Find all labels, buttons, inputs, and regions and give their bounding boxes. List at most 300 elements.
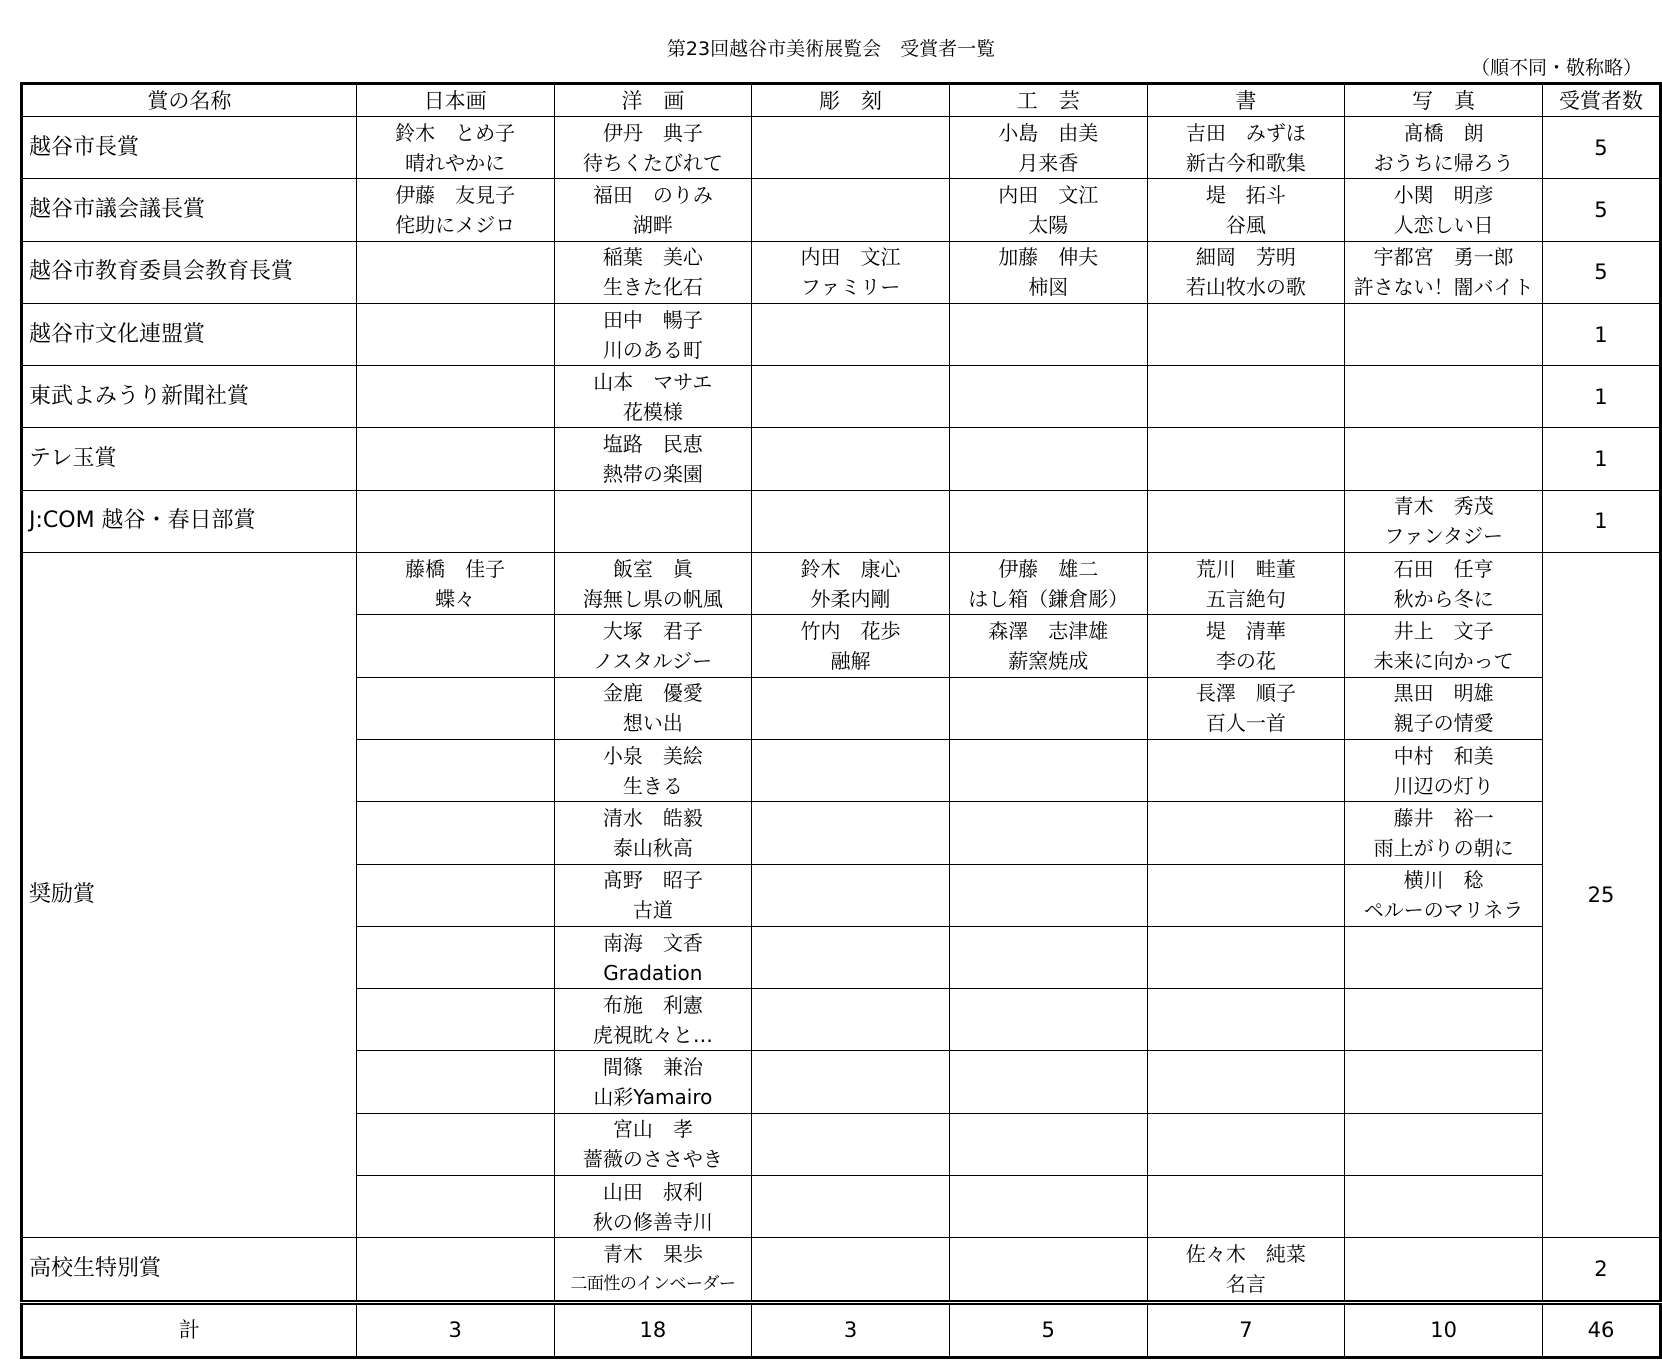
entry-cell (1345, 1051, 1543, 1113)
award-name: 東武よみうり新聞社賞 (22, 366, 357, 428)
work-title: 五言絶句 (1205, 586, 1286, 611)
entry-cell (1147, 553, 1345, 615)
entry-cell (949, 1113, 1147, 1175)
entry-cell (1147, 1176, 1345, 1238)
column-header: 写 真 (1345, 84, 1543, 117)
entry-cell (356, 739, 554, 801)
entry-cell (356, 241, 554, 303)
work-title: 侘助にメジロ (395, 212, 516, 237)
total-value: 3 (752, 1302, 950, 1357)
entry-cell (554, 926, 752, 988)
entry-cell (949, 428, 1147, 490)
work-title: 人恋しい日 (1393, 212, 1494, 237)
entry-cell (949, 303, 1147, 365)
work-title: ファンタジー (1384, 524, 1503, 549)
artist-name: 荒川 畦董 (1195, 556, 1296, 581)
column-header: 賞の名称 (22, 84, 357, 117)
entry (555, 741, 752, 801)
artist-name: 飯室 眞 (612, 556, 693, 581)
artist-name: 間篠 兼治 (602, 1055, 703, 1080)
winner-count: 5 (1542, 179, 1660, 241)
winner-count: 5 (1542, 241, 1660, 303)
artist-name: 清水 皓毅 (602, 805, 703, 830)
work-title: 百人一首 (1205, 711, 1286, 736)
artist-name: 布施 利憲 (602, 992, 703, 1017)
total-row (22, 1302, 1661, 1357)
winner-count: 5 (1542, 117, 1660, 179)
entry-cell (554, 615, 752, 677)
entry (1345, 678, 1542, 738)
column-header: 日本画 (356, 84, 554, 117)
award-name: 越谷市教育委員会教育長賞 (22, 241, 357, 303)
work-title: 泰山秋高 (612, 835, 693, 860)
entry-cell (1345, 117, 1543, 179)
entry-cell (356, 989, 554, 1051)
artist-name: 石田 任亨 (1393, 556, 1494, 581)
entry-cell (1345, 739, 1543, 801)
entry-cell (1345, 179, 1543, 241)
artist-name: 田中 暢子 (602, 307, 703, 332)
entry-cell (1147, 1113, 1345, 1175)
entry-cell (554, 428, 752, 490)
work-title: 外柔内剛 (810, 586, 891, 611)
artist-name: 伊丹 典子 (602, 120, 703, 145)
award-row (22, 490, 1661, 552)
entry (555, 1114, 752, 1174)
entry-cell (356, 677, 554, 739)
entry (555, 616, 752, 676)
artist-name: 吉田 みずほ (1185, 120, 1306, 145)
entry (555, 367, 752, 427)
entry-cell (356, 1113, 554, 1175)
work-title: 川のある町 (602, 337, 703, 362)
work-title: 李の花 (1215, 649, 1276, 674)
work-title: 湖畔 (632, 212, 673, 237)
artist-name: 青木 秀茂 (1393, 494, 1494, 519)
work-title: 二面性のインベーダー (570, 1274, 736, 1295)
entry-cell (554, 1176, 752, 1238)
entry-cell (752, 117, 950, 179)
entry-cell (752, 553, 950, 615)
entry-cell (949, 739, 1147, 801)
work-title: 晴れやかに (405, 150, 506, 175)
entry (1148, 242, 1345, 302)
entry-cell (949, 179, 1147, 241)
work-title: ファミリー (800, 275, 901, 300)
entry-cell (949, 1176, 1147, 1238)
entry-cell (1147, 428, 1345, 490)
entry (752, 554, 949, 614)
winner-count: 1 (1542, 366, 1660, 428)
entry-cell (1345, 428, 1543, 490)
entry (1345, 803, 1542, 863)
artist-name: 宇都宮 勇一郎 (1373, 245, 1514, 270)
entry-cell (356, 864, 554, 926)
entry (950, 242, 1147, 302)
entry-cell (752, 366, 950, 428)
artist-name: 細岡 芳明 (1195, 245, 1296, 270)
artist-name: 藤井 裕一 (1393, 805, 1494, 830)
entry-cell (752, 241, 950, 303)
entry-cell (1147, 490, 1345, 552)
entry-cell (554, 553, 752, 615)
entry-cell (949, 490, 1147, 552)
entry-cell (1147, 615, 1345, 677)
entry (555, 1177, 752, 1237)
award-name: 越谷市議会議長賞 (22, 179, 357, 241)
work-title: 虎視眈々と… (592, 1022, 713, 1047)
entry-cell (1345, 1238, 1543, 1302)
entry (555, 865, 752, 925)
entry-cell (949, 989, 1147, 1051)
work-title: 若山牧水の歌 (1185, 275, 1306, 300)
work-title: 秋の修善寺川 (592, 1209, 713, 1234)
work-title: 川辺の灯り (1393, 773, 1494, 798)
work-title: 蝶々 (435, 586, 476, 611)
entry-cell (752, 1051, 950, 1113)
artist-name: 堤 清華 (1205, 619, 1286, 644)
work-title: 谷風 (1225, 212, 1266, 237)
work-title: 生きた化石 (602, 275, 703, 300)
entry-cell (949, 864, 1147, 926)
entry-cell (554, 303, 752, 365)
artist-name: 伊藤 友見子 (395, 182, 516, 207)
award-name: 越谷市長賞 (22, 117, 357, 179)
artist-name: 中村 和美 (1393, 743, 1494, 768)
entry-cell (1147, 117, 1345, 179)
entry-cell (949, 677, 1147, 739)
entry-cell (356, 490, 554, 552)
work-title: 融解 (830, 649, 871, 674)
entry (555, 554, 752, 614)
entry-cell (1345, 802, 1543, 864)
entry-cell (752, 926, 950, 988)
entry (1148, 180, 1345, 240)
work-title: 待ちくたびれて (582, 150, 723, 175)
artist-name: 内田 文江 (998, 182, 1099, 207)
entry-cell (1345, 989, 1543, 1051)
artist-name: 福田 のりみ (592, 182, 713, 207)
entry-cell (1345, 303, 1543, 365)
award-name: テレ玉賞 (22, 428, 357, 490)
work-title: 秋から冬に (1393, 586, 1494, 611)
artist-name: 横川 稔 (1403, 868, 1484, 893)
entry (950, 554, 1147, 614)
artist-name: 黒田 明雄 (1393, 681, 1494, 706)
artist-name: 髙野 昭子 (602, 868, 703, 893)
entry-cell (1345, 241, 1543, 303)
entry (1148, 678, 1345, 738)
work-title: Gradation (603, 960, 703, 985)
total-value: 3 (356, 1302, 554, 1357)
encouragement-row (22, 553, 1661, 615)
artist-name: 佐々木 純菜 (1185, 1242, 1306, 1267)
entry (1345, 118, 1542, 178)
work-title: 親子の情愛 (1393, 711, 1494, 736)
total-value: 5 (949, 1302, 1147, 1357)
entry (555, 305, 752, 365)
entry-cell (1147, 989, 1345, 1051)
entry-cell (949, 1051, 1147, 1113)
total-label: 計 (22, 1302, 357, 1357)
artist-name: 鈴木 康心 (800, 556, 901, 581)
entry (357, 554, 554, 614)
entry-cell (1147, 677, 1345, 739)
entry (950, 180, 1147, 240)
entry (555, 928, 752, 988)
entry-cell (554, 739, 752, 801)
entry (1148, 554, 1345, 614)
entry-cell (554, 366, 752, 428)
entry-cell (356, 179, 554, 241)
artist-name: 髙橋 朗 (1403, 120, 1484, 145)
winner-count: 1 (1542, 303, 1660, 365)
entry (1345, 242, 1542, 302)
artist-name: 鈴木 とめ子 (395, 120, 516, 145)
artist-name: 長澤 順子 (1195, 681, 1296, 706)
entry-cell (949, 1238, 1147, 1302)
column-header: 書 (1147, 84, 1345, 117)
entry-cell (554, 241, 752, 303)
artist-name: 井上 文子 (1393, 619, 1494, 644)
award-name: 高校生特別賞 (22, 1238, 357, 1302)
entry-cell (356, 1176, 554, 1238)
artist-name: 宮山 孝 (612, 1117, 693, 1142)
work-title: 月来香 (1018, 150, 1079, 175)
entry-cell (752, 179, 950, 241)
entry-cell (356, 303, 554, 365)
entry (555, 990, 752, 1050)
entry (752, 242, 949, 302)
artist-name: 森澤 志津雄 (988, 619, 1109, 644)
award-row (22, 303, 1661, 365)
entry-cell (949, 615, 1147, 677)
award-name: 越谷市文化連盟賞 (22, 303, 357, 365)
artist-name: 伊藤 雄二 (998, 556, 1099, 581)
entry-cell (752, 615, 950, 677)
award-row (22, 117, 1661, 179)
entry-cell (1345, 926, 1543, 988)
entry-cell (554, 989, 752, 1051)
entry-cell (1345, 490, 1543, 552)
winner-count: 1 (1542, 490, 1660, 552)
award-row (22, 366, 1661, 428)
artist-name: 小関 明彦 (1393, 182, 1494, 207)
entry (555, 118, 752, 178)
work-title: おうちに帰ろう (1373, 150, 1514, 175)
entry-cell (554, 179, 752, 241)
entry (555, 1052, 752, 1112)
entry (1148, 118, 1345, 178)
artist-name: 山田 叔利 (602, 1179, 703, 1204)
entry-cell (356, 428, 554, 490)
entry-cell (1147, 739, 1345, 801)
artist-name: 小島 由美 (998, 120, 1099, 145)
entry-cell (356, 366, 554, 428)
entry-cell (1147, 926, 1345, 988)
entry-cell (1345, 864, 1543, 926)
entry-cell (1345, 366, 1543, 428)
entry-cell (752, 1113, 950, 1175)
entry (1345, 741, 1542, 801)
work-title: 海無し県の帆風 (582, 586, 723, 611)
total-value: 46 (1542, 1302, 1660, 1357)
entry-cell (356, 1238, 554, 1302)
artist-name: 内田 文江 (800, 245, 901, 270)
entry-cell (1147, 241, 1345, 303)
entry (1345, 865, 1542, 925)
work-title: 許さない！闇バイト (1353, 275, 1534, 300)
work-title: 想い出 (622, 711, 683, 736)
work-title: ノスタルジー (593, 649, 713, 674)
document-title: 第23回越谷市美術展覧会 受賞者一覧 (666, 38, 996, 60)
entry-cell (752, 677, 950, 739)
artist-name: 南海 文香 (602, 930, 703, 955)
entry (555, 180, 752, 240)
entry (1345, 616, 1542, 676)
entry (555, 1239, 752, 1299)
entry (1345, 491, 1542, 551)
work-title: 太陽 (1028, 212, 1069, 237)
entry-cell (949, 553, 1147, 615)
entry (555, 429, 752, 489)
entry-cell (1147, 366, 1345, 428)
winner-count: 1 (1542, 428, 1660, 490)
entry-cell (356, 553, 554, 615)
artist-name: 金鹿 優愛 (602, 681, 703, 706)
work-title: 山彩Yamairo (593, 1085, 713, 1110)
entry-cell (554, 864, 752, 926)
entry-cell (554, 1113, 752, 1175)
column-header: 工 芸 (949, 84, 1147, 117)
entry-cell (356, 1051, 554, 1113)
award-row (22, 428, 1661, 490)
entry (752, 616, 949, 676)
entry-cell (1345, 553, 1543, 615)
entry-cell (356, 615, 554, 677)
work-title: 雨上がりの朝に (1373, 835, 1514, 860)
entry-cell (752, 1176, 950, 1238)
work-title: 生きる (622, 773, 683, 798)
entry-cell (1147, 802, 1345, 864)
entry-cell (554, 490, 752, 552)
work-title: ペルーのマリネラ (1363, 898, 1524, 923)
winner-count: 2 (1542, 1238, 1660, 1302)
entry-cell (356, 802, 554, 864)
column-header: 洋 画 (554, 84, 752, 117)
entry-cell (554, 1051, 752, 1113)
artist-name: 小泉 美絵 (602, 743, 703, 768)
entry-cell (1345, 677, 1543, 739)
entry-cell (1147, 864, 1345, 926)
column-header: 彫 刻 (752, 84, 950, 117)
entry (555, 678, 752, 738)
entry (555, 803, 752, 863)
award-row (22, 179, 1661, 241)
entry-cell (949, 366, 1147, 428)
artist-name: 大塚 君子 (602, 619, 703, 644)
work-title: 熱帯の楽園 (602, 462, 703, 487)
award-row (22, 1238, 1661, 1302)
entry-cell (1345, 1176, 1543, 1238)
entry-cell (554, 677, 752, 739)
entry (357, 118, 554, 178)
entry-cell (949, 926, 1147, 988)
work-title: 古道 (632, 898, 673, 923)
entry (950, 616, 1147, 676)
entry-cell (554, 802, 752, 864)
work-title: 薔薇のささやき (582, 1147, 723, 1172)
artist-name: 竹内 花歩 (800, 619, 901, 644)
work-title: 花模様 (622, 399, 683, 424)
entry-cell (752, 864, 950, 926)
entry-cell (1147, 1051, 1345, 1113)
total-value: 10 (1345, 1302, 1543, 1357)
entry (950, 118, 1147, 178)
work-title: 柿図 (1028, 275, 1069, 300)
entry-cell (949, 117, 1147, 179)
header-row (22, 84, 1661, 117)
total-value: 18 (554, 1302, 752, 1357)
column-header: 受賞者数 (1542, 84, 1660, 117)
entry-cell (356, 117, 554, 179)
entry-cell (1345, 615, 1543, 677)
entry (1345, 554, 1542, 614)
entry-cell (949, 241, 1147, 303)
entry-cell (752, 490, 950, 552)
entry-cell (1147, 179, 1345, 241)
entry (1345, 180, 1542, 240)
work-title: 未来に向かって (1373, 649, 1514, 674)
entry-cell (752, 989, 950, 1051)
work-title: 薪窯焼成 (1008, 649, 1089, 674)
entry-cell (752, 802, 950, 864)
work-title: 名言 (1225, 1272, 1266, 1297)
artist-name: 塩路 民恵 (602, 432, 703, 457)
entry (1148, 1239, 1345, 1299)
entry-cell (752, 303, 950, 365)
entry (555, 242, 752, 302)
entry-cell (554, 117, 752, 179)
entry (357, 180, 554, 240)
artist-name: 青木 果歩 (602, 1242, 703, 1267)
entry-cell (949, 802, 1147, 864)
entry-cell (1147, 1238, 1345, 1302)
entry (1148, 616, 1345, 676)
entry-cell (1345, 1113, 1543, 1175)
order-note: （順不同・敬称略） (1470, 57, 1642, 79)
artist-name: 加藤 伸夫 (998, 245, 1099, 270)
artist-name: 堤 拓斗 (1205, 182, 1286, 207)
artist-name: 山本 マサエ (593, 369, 713, 394)
work-title: 新古今和歌集 (1185, 150, 1306, 175)
awards-table (20, 82, 1662, 1359)
entry-cell (752, 1238, 950, 1302)
award-name: 奨励賞 (22, 553, 357, 1238)
winner-count: 25 (1542, 553, 1660, 1238)
total-value: 7 (1147, 1302, 1345, 1357)
entry-cell (752, 739, 950, 801)
entry-cell (1147, 303, 1345, 365)
award-row (22, 241, 1661, 303)
entry-cell (554, 1238, 752, 1302)
award-name: J:COM 越谷・春日部賞 (22, 490, 357, 552)
work-title: はし箱（鎌倉彫） (968, 586, 1129, 611)
artist-name: 藤橋 佳子 (405, 556, 506, 581)
entry-cell (752, 428, 950, 490)
artist-name: 稲葉 美心 (602, 245, 703, 270)
entry-cell (356, 926, 554, 988)
